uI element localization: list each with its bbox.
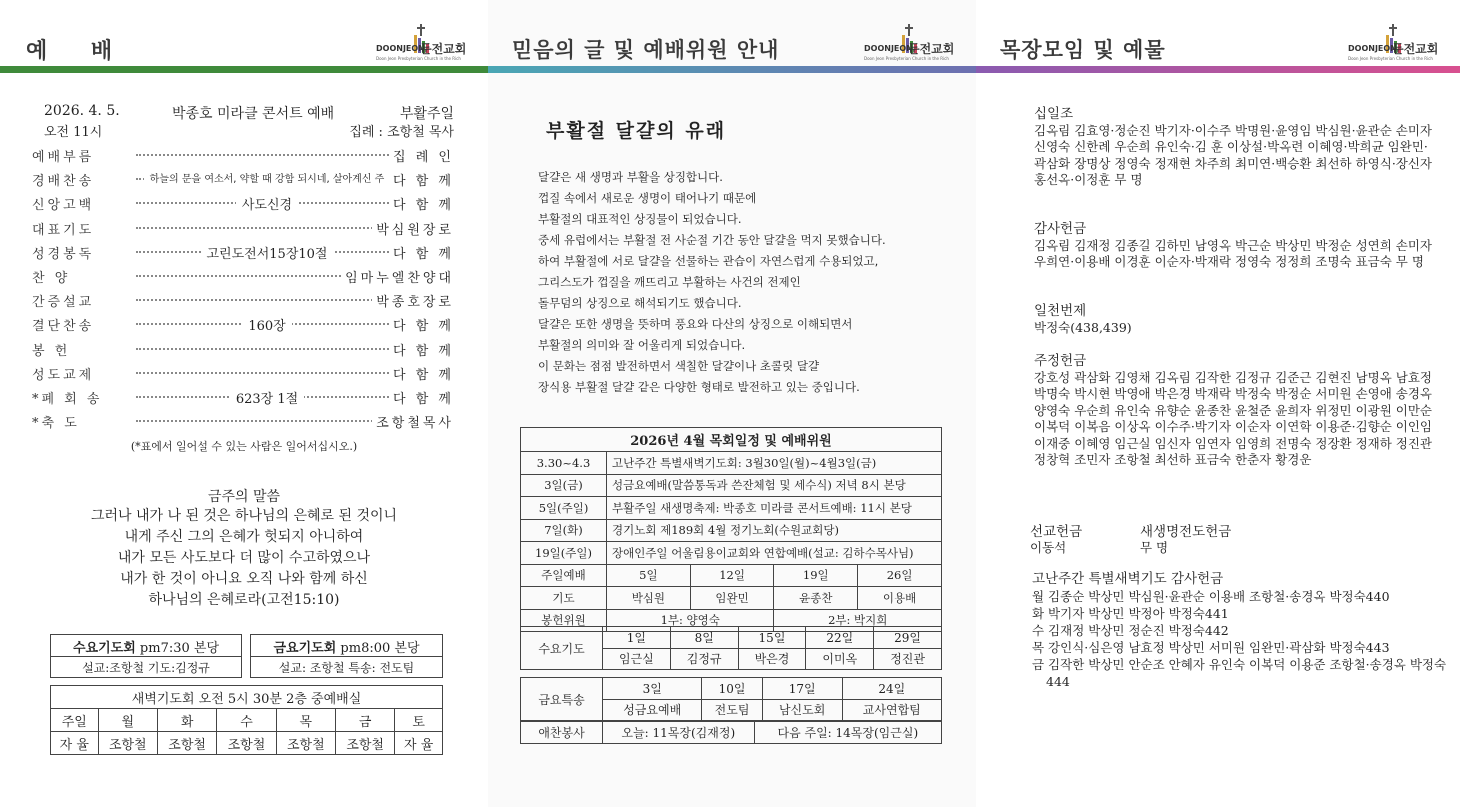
essay-line: 달걀은 새 생명과 부활을 상징합니다. [538, 170, 723, 184]
faith-header [488, 0, 976, 66]
order-value: 다 함 께 [389, 364, 454, 383]
fellowship-label: 애찬봉사 [521, 722, 603, 744]
fri-prayer-box [250, 634, 443, 678]
one-time-title: 일천번제 [1034, 303, 1087, 319]
passion-line: 월 김종순 박상민 박심원·윤관순 이용배 조항철·송경옥 박정숙440 [1032, 589, 1390, 604]
order-value: 박종호장로 [372, 291, 454, 310]
essay-body [538, 167, 958, 398]
tithe-names: 김옥림 김효영·정순진 박기자·이수주 박명원·윤영임 박심원·윤관순 손미자 신영숙 신한례 우순희 유인숙·김 훈 이상설·박옥련 이혜영·박희균 임완민·곽삼화 장명상 정영숙 정재현 차주희 최미연·백승환 최선하 하영식·장신자 홍선옥·이정훈 무 명 [1034, 122, 1433, 187]
essay-line: 부활절의 의미와 잘 어울리게 되었습니다. [538, 338, 746, 352]
event-text: 경기노회 제189회 4월 정기노회(수원교회당) [607, 519, 942, 542]
mission-title: 선교헌금 [1030, 524, 1083, 540]
logo-korean: 둔전교회 [1392, 42, 1439, 56]
offering-second: 2부: 박지희 [774, 609, 942, 632]
order-value: 박심원장로 [372, 219, 454, 238]
fri-team: 교사연합팀 [842, 699, 941, 721]
order-value: 다 함 께 [389, 170, 454, 189]
logo-english: DOONJEON [376, 44, 425, 53]
wed-prayer-title: 수요기도회 [72, 641, 136, 656]
event-date: 19일(주일) [521, 542, 607, 565]
order-row [32, 243, 454, 267]
order-middle: 사도신경 [236, 198, 298, 213]
thanks-title: 감사헌금 [1034, 221, 1087, 237]
essay-line: 껍질 속에서 새로운 생명이 태어나기 때문에 [538, 191, 757, 205]
order-value: 집 례 인 [389, 146, 454, 165]
day-cell: 목 [276, 709, 335, 732]
leader-dots [136, 372, 396, 374]
passion-line: 금 김작한 박상민 안순조 안혜자 유인숙 이복덕 이용준 조항철·송경옥 박정숙444 [1032, 657, 1447, 689]
fri-prayer-time: pm8:00 본당 [340, 641, 420, 656]
newlife-names: 무 명 [1140, 540, 1169, 555]
day-cell: 토 [395, 709, 443, 732]
fellowship-next: 다음 주일: 14목장(임근실) [754, 722, 941, 744]
order-middle-wrap [136, 315, 398, 334]
prayer-name: 박심원 [607, 587, 691, 610]
wed-name: 정진관 [874, 648, 942, 670]
logo-tagline: Doon Jeon Presbyterian Church in the Rich [864, 56, 949, 61]
passion-line: 목 강인식·심은영 남효정 박상민 서미원 임완민·곽삼화 박정숙443 [1032, 640, 1390, 655]
verse-line: 그러나 내가 나 된 것은 하나님의 은혜로 된 것이니 [90, 508, 398, 524]
prayer-label: 기도 [521, 587, 607, 610]
leader-dots [136, 348, 396, 350]
essay-line: 중세 유럽에서는 부활절 전 사순절 기간 동안 달걀을 먹지 못했습니다. [538, 233, 886, 247]
wed-name: 박은경 [738, 648, 806, 670]
verse-title: 금주의 말씀 [207, 489, 281, 505]
order-label: 찬 양 [32, 270, 71, 286]
church-logo [376, 24, 472, 64]
order-value: 다 함 께 [389, 315, 454, 334]
essay-title: 부활절 달걀의 유래 [546, 120, 727, 142]
essay-line: 돌무덤의 상징으로 해석되기도 했습니다. [538, 296, 742, 310]
order-row [32, 267, 454, 291]
order-label: *축 도 [32, 416, 80, 432]
logo-english: DOONJEON [1348, 44, 1397, 53]
order-middle: 고린도전서15장10절 [201, 247, 334, 262]
leader-cell: 자 율 [395, 732, 443, 755]
schedule-title: 2026년 4월 목회일정 및 예배위원 [521, 428, 942, 452]
logo-tagline: Doon Jeon Presbyterian Church in the Rich [376, 56, 461, 61]
order-middle: 160장 [242, 319, 291, 334]
event-text: 부활주일 새생명축제: 박종호 미라클 콘서트예배: 11시 본당 [607, 497, 942, 520]
weekly-title: 주정헌금 [1034, 353, 1087, 369]
fellowship-today: 오늘: 11목장(김재정) [603, 722, 755, 744]
dawn-prayer-table [50, 685, 443, 755]
order-label: 성도교제 [32, 367, 95, 383]
fri-prayer-detail: 설교: 조항철 특송: 전도팀 [251, 656, 442, 676]
header-color-bar [976, 66, 1460, 73]
order-value: 다 함 께 [389, 388, 454, 407]
verse-line: 내가 모든 사도보다 더 많이 수고하였으나 [117, 550, 371, 566]
event-date: 3일(금) [521, 474, 607, 497]
logo-korean: 둔전교회 [908, 42, 955, 56]
schedule-table [520, 427, 942, 632]
fri-team: 전도팀 [702, 699, 762, 721]
event-text: 고난주간 특별새벽기도회: 3월30일(월)~4월3일(금) [607, 452, 942, 475]
sunday-label: 주일예배 [521, 564, 607, 587]
sunday-date: 19일 [774, 564, 858, 587]
order-row [32, 315, 454, 339]
passion-line: 화 박기자 박상민 박정아 박정숙441 [1032, 606, 1229, 621]
service-title: 박종호 미라클 콘서트 예배 [172, 106, 335, 122]
worship-header [0, 0, 488, 66]
verse-text [0, 506, 488, 611]
wed-name: 김정규 [670, 648, 738, 670]
order-label: 경배찬송 [32, 174, 95, 190]
order-middle-wrap [136, 243, 398, 262]
order-value: 임마누엘찬양대 [341, 267, 454, 286]
essay-line: 이 문화는 점점 발전하면서 색칠한 달걀이나 초콜릿 달걀 [538, 359, 820, 373]
fri-team: 남신도회 [762, 699, 842, 721]
leader-cell: 조항철 [217, 732, 276, 755]
wed-date: 15일 [738, 627, 806, 649]
order-label: 예배부름 [32, 150, 95, 165]
day-cell: 월 [98, 709, 157, 732]
mission-names: 이동석 [1030, 540, 1067, 555]
leader-dots [136, 420, 396, 422]
wed-date: 1일 [603, 627, 671, 649]
day-cell: 주일 [51, 709, 99, 732]
order-row [32, 194, 454, 218]
fri-date: 24일 [842, 678, 941, 700]
order-value: 조항철목사 [372, 412, 454, 431]
order-middle-wrap [136, 194, 398, 213]
standing-note: (*표에서 일어설 수 있는 사람은 일어서십시오.) [130, 440, 358, 453]
faith-header-title: 믿음의 글 및 예배위원 안내 [512, 38, 780, 62]
day-cell: 금 [335, 709, 394, 732]
fri-date: 3일 [603, 678, 702, 700]
order-row [32, 146, 454, 170]
verse-line: 내가 한 것이 아니요 오직 나와 함께 하신 [120, 571, 368, 587]
fri-prayer-title: 금요기도회 [273, 641, 337, 656]
essay-line: 부활절의 대표적인 상징물이 되었습니다. [538, 212, 742, 226]
order-row [32, 412, 454, 436]
service-time: 오전 11시 [44, 125, 103, 140]
leader-cell: 자 율 [51, 732, 99, 755]
fri-special-label: 금요특송 [521, 678, 603, 721]
order-row [32, 291, 454, 315]
faith-panel [488, 0, 976, 807]
event-date: 5일(주일) [521, 497, 607, 520]
wed-date: 22일 [806, 627, 874, 649]
leader-cell: 조항철 [335, 732, 394, 755]
order-label: 성경봉독 [32, 246, 95, 262]
order-label: 간증설교 [32, 295, 95, 311]
wed-prayer-table [520, 626, 942, 670]
order-label: 대표기도 [32, 222, 95, 238]
order-label: *폐 회 송 [32, 391, 103, 407]
wed-name: 임근실 [603, 648, 671, 670]
passion-line: 수 김재정 박상민 정순진 박정숙442 [1032, 623, 1229, 638]
wed-name: 이미옥 [806, 648, 874, 670]
sunday-date: 5일 [607, 564, 691, 587]
order-value: 다 함 께 [389, 243, 454, 262]
event-date: 3.30~4.3 [521, 452, 607, 475]
wed-date: 29일 [874, 627, 942, 649]
fri-date: 17일 [762, 678, 842, 700]
order-middle-wrap [136, 388, 398, 407]
day-cell: 화 [157, 709, 216, 732]
one-time-names: 박정숙(438,439) [1034, 319, 1132, 335]
order-middle: 623장 1절 [230, 392, 304, 407]
offering-first: 1부: 양영숙 [607, 609, 774, 632]
worship-panel [0, 0, 488, 807]
thanks-names: 김옥림 김재정 김종길 김하민 남영옥 박근순 박상민 박정순 성연희 손미자 우희연·이용배 이경훈 이순자·박재락 정영숙 정정희 조명숙 표금숙 무 명 [1034, 237, 1433, 269]
wed-prayer-time: pm7:30 본당 [139, 641, 220, 656]
logo-english: DOONJEON [864, 44, 913, 53]
thanks-section [1034, 221, 1444, 271]
event-date: 7일(화) [521, 519, 607, 542]
leader-cell: 조항철 [157, 732, 216, 755]
tithe-section [1034, 106, 1444, 189]
weekly-section [1034, 353, 1444, 469]
order-row [32, 170, 454, 194]
order-label: 봉 헌 [32, 343, 71, 359]
fri-special-table [520, 677, 942, 721]
passion-title: 고난주간 특별새벽기도 감사헌금 [1032, 571, 1224, 587]
order-of-worship [32, 146, 454, 436]
worship-header-title: 예 배 [26, 39, 131, 64]
prayer-name: 윤종찬 [774, 587, 858, 610]
order-value: 다 함 께 [389, 194, 454, 213]
order-row [32, 219, 454, 243]
offering-header-title: 목장모임 및 예물 [1000, 38, 1166, 62]
order-label: 신앙고백 [32, 198, 95, 214]
event-text: 장애인주일 어울림용이교회와 연합예배(설교: 김하수목사님) [607, 542, 942, 565]
prayer-name: 이용배 [858, 587, 942, 610]
essay-line: 장식용 부활절 달걀 같은 다양한 형태로 발전하고 있는 중입니다. [538, 380, 860, 394]
essay-line: 그리스도가 껍질을 깨뜨리고 부활하는 사건의 전제인 [538, 275, 801, 289]
leader-dots [136, 227, 396, 229]
essay-line: 달걀은 또한 생명을 뜻하며 풍요와 다산의 상징으로 이해되면서 [538, 317, 853, 331]
church-logo [864, 24, 960, 64]
offering-panel [976, 0, 1460, 807]
order-row [32, 364, 454, 388]
service-date: 2026. 4. 5. [44, 103, 120, 119]
leader-dots [136, 299, 396, 301]
order-middle: 하늘의 문을 여소서, 약할 때 강함 되시네, 살아계신 주 [144, 174, 391, 185]
newlife-title: 새생명전도헌금 [1140, 524, 1232, 540]
fri-team: 성금요예배 [603, 699, 702, 721]
sunday-date: 26일 [858, 564, 942, 587]
church-logo [1348, 24, 1444, 64]
wed-prayer-label: 수요기도 [521, 627, 603, 670]
leader-dots [136, 154, 396, 156]
service-season: 부활주일 [399, 106, 454, 122]
tithe-title: 십일조 [1034, 106, 1074, 122]
offering-label: 봉헌위원 [521, 609, 607, 632]
wed-date: 8일 [670, 627, 738, 649]
service-officiant: 집례 : 조항철 목사 [349, 125, 454, 140]
sunday-date: 12일 [690, 564, 774, 587]
order-value: 다 함 께 [389, 340, 454, 359]
order-label: 결단찬송 [32, 319, 95, 335]
logo-tagline: Doon Jeon Presbyterian Church in the Rich [1348, 56, 1433, 61]
wed-prayer-box [50, 634, 242, 678]
logo-korean: 둔전교회 [420, 42, 467, 56]
fri-date: 10일 [702, 678, 762, 700]
one-time-section [1034, 303, 1444, 336]
prayer-name: 임완민 [690, 587, 774, 610]
header-color-bar [488, 66, 976, 73]
dawn-prayer-title: 새벽기도회 오전 5시 30분 2층 중예배실 [51, 686, 443, 709]
verse-line: 하나님의 은혜로라(고전15:10) [148, 592, 340, 608]
wed-prayer-detail: 설교:조항철 기도:김정규 [51, 656, 241, 676]
weekly-names: 강호성 곽삼화 김영채 김옥림 김작한 김정규 김준근 김현진 남명옥 남효정 박명숙 박시현 박영애 박은경 박재락 박정숙 박정순 서미원 손영애 송경옥 양영숙 우순희 유인숙 유향순 윤종찬 윤철준 윤희자 위정민 이광원 이만순 이복덕 이복음 이상옥 이수주·박기자 이순자 이연학 이용준·김향순 이인임 이재중 이혜영 임근실 임신자 임연자 임영희 전명숙 정장환 정재하 정진관 정창혁 조민자 조항철 최선하 표금숙 한춘자 황경운 [1034, 369, 1433, 467]
day-cell: 수 [217, 709, 276, 732]
essay-line: 하여 부활절에 서로 달걀을 선물하는 관습이 자연스럽게 수용되었고, [538, 254, 879, 268]
passion-week-section [1032, 571, 1452, 690]
fellowship-table [520, 721, 942, 744]
header-color-bar [0, 66, 488, 73]
verse-line: 내게 주신 그의 은혜가 헛되지 아니하여 [124, 529, 364, 545]
leader-cell: 조항철 [98, 732, 157, 755]
order-row [32, 340, 454, 364]
order-middle-wrap [136, 170, 398, 186]
offering-header [976, 0, 1460, 66]
order-row [32, 388, 454, 412]
leader-cell: 조항철 [276, 732, 335, 755]
event-text: 성금요예배(말씀통독과 쓴잔체험 및 세수식) 저녁 8시 본당 [607, 474, 942, 497]
